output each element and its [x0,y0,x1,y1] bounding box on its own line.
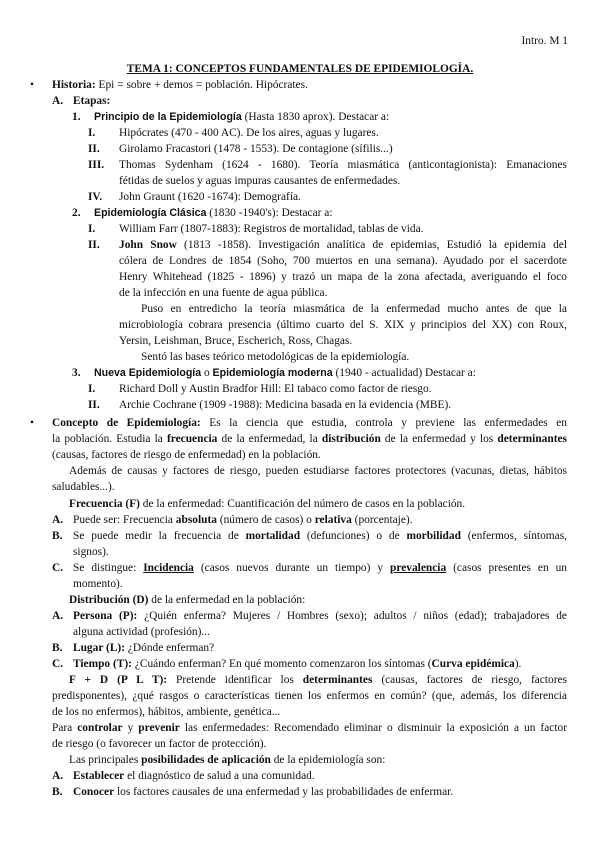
list-item: Hipócrates (470 - 400 AC). De los aires, aguas y lugares. [119,127,379,139]
list-item: William Farr (1807-1883): Registros de mortalidad, tablas de vida. [119,223,424,235]
frecuencia-heading: Frecuencia (F) de la enfermedad: Cuantificación del número de casos en la población. [69,498,466,510]
list-num: II. [88,399,100,411]
list-num: B. [52,786,63,798]
list-item: Tiempo (T): ¿Cuándo enferman? En qué momento comenzaron los síntomas (Curva epidémica). [73,658,522,670]
list-item: Lugar (L): ¿Dónde enferman? [73,642,215,654]
list-item: John Snow (1813 -1858). Investigación analítica de epidemias, Estudió la epidemia del [119,239,567,251]
bullet-icon: • [30,417,34,429]
list-item-cont: cólera de Londres de 1854 (Soho, 700 muertos en una semana). Ayudado por el sacerdote [119,255,567,267]
fd-line: F + D (P L T): Pretende identificar los determinantes (causas, factores de riesgo, factores [69,674,568,686]
list-num: A. [52,610,64,622]
fd-line3: de los no enfermos), hábitos, ambiente, genética... [52,706,281,718]
list-item: Conocer los factores causales de una enfermedad y las probabilidades de enfermar. [73,786,454,798]
list-num: II. [88,239,100,251]
list-num: III. [88,159,105,171]
list-item-cont: microbiología cobrara presencia (último cuarto del S. XIX y principios del XX) con Roux, [119,319,567,331]
list-item-cont: Sentó las bases teórico metodológicas de la epidemiología. [141,351,410,363]
list-item: Puede ser: Frecuencia absoluta (número de casos) o relativa (porcentaje). [73,514,413,526]
distribucion-heading: Distribución (D) de la enfermedad en la población: [69,594,306,606]
list-item: Persona (P): ¿Quién enferma? Mujeres / Hombres (sexo); adultos / niños (edad); trabajadores de [73,610,567,622]
list-item-cont: Yersin, Leishman, Bruce, Escherich, Ross, Chagas. [119,335,353,347]
principio-num: 1. [72,111,81,123]
list-item-cont: Henry Whitehead (1825 - 1896) y trazó un mapa de la zona afectada, averiguando el foco [119,271,567,283]
etapas-num: A. [52,95,64,107]
concepto-line2: la población. Estudia la frecuencia de la enfermedad, la distribución de la enfermedad y los determinantes [52,433,567,445]
list-item-cont: alguna actividad (profesión)... [73,626,210,638]
list-item-cont: fétidas de suelos y aguas impuras causantes de enfermedades. [119,175,401,187]
concepto-line: Concepto de Epidemiología: Es la ciencia que estudia, controla y previene las enfermedades en [52,417,567,429]
list-item-cont: momento). [73,578,123,590]
concepto-line3: (causas, factores de riesgo de enfermedad) en la población. [52,449,321,461]
principio-heading: Principio de la Epidemiología (Hasta 1830 aprox). Destacar a: [94,111,390,123]
list-item: John Graunt (1620 -1674): Demografía. [119,191,301,203]
header-code: Intro. M 1 [521,35,568,47]
concepto-line4: Además de causas y factores de riesgo, pueden estudiarse factores protectores (vacunas, dietas, hábitos [69,465,567,477]
list-num: B. [52,530,63,542]
moderna-heading: Nueva Epidemiología o Epidemiología moderna (1940 - actualidad) Destacar a: [94,367,476,379]
fd-line2: predisponentes), ¿qué rasgos o características tienen los enfermos en común? (que, además, los diferencia [52,690,567,702]
list-num: I. [88,383,96,395]
list-num: II. [88,143,100,155]
list-item-cont: signos). [73,546,109,558]
clasica-heading: Epidemiología Clásica (1830 -1940's): Destacar a: [94,207,333,219]
moderna-num: 3. [72,367,81,379]
list-num: IV. [88,191,103,203]
control-line2: de riesgo (o favorecer un factor de protección). [52,738,267,750]
list-item: Archie Cochrane (1909 -1988): Medicina basada en la evidencia (MBE). [119,399,452,411]
list-item-cont: Puso en entredicho la teoría miasmática de la enfermedad mucho antes de que la [141,303,567,315]
list-item: Se puede medir la frecuencia de mortalidad (defunciones) o de morbilidad (enfermos, síntomas, [73,530,567,542]
list-item: Se distingue: Incidencia (casos nuevos durante un tiempo) y prevalencia (casos presentes en un [73,562,567,574]
concepto-line5: saludables...). [52,481,115,493]
list-item-cont: de la infección en una fuente de agua pública. [119,287,328,299]
list-num: I. [88,223,96,235]
list-num: A. [52,514,64,526]
etapas-label: Etapas: [73,95,111,107]
historia-line: Historia: Epi = sobre + demos = población. Hipócrates. [52,79,308,91]
control-line: Para controlar y prevenir las enfermedades: Recomendado eliminar o disminuir la exposición a un factor [52,722,567,734]
list-item: Thomas Sydenham (1624 - 1680). Teoría miasmática (anticontagionista): Emanaciones [119,159,567,171]
list-num: A. [52,770,64,782]
list-item: Establecer el diagnóstico de salud a una comunidad. [73,770,315,782]
list-num: B. [52,642,63,654]
list-num: C. [52,658,64,670]
list-item: Richard Doll y Austin Bradfor Hill: El tabaco como factor de riesgo. [119,383,432,395]
bullet-icon: • [30,79,34,91]
clasica-num: 2. [72,207,81,219]
list-item: Girolamo Fracastori (1478 - 1553). De contagione (sífilis...) [119,143,393,155]
page-title: TEMA 1: CONCEPTOS FUNDAMENTALES DE EPIDEMIOLOGÍA. [126,63,474,75]
aplicacion-heading: Las principales posibilidades de aplicación de la epidemiología son: [69,754,386,766]
list-num: C. [52,562,64,574]
list-num: I. [88,127,96,139]
